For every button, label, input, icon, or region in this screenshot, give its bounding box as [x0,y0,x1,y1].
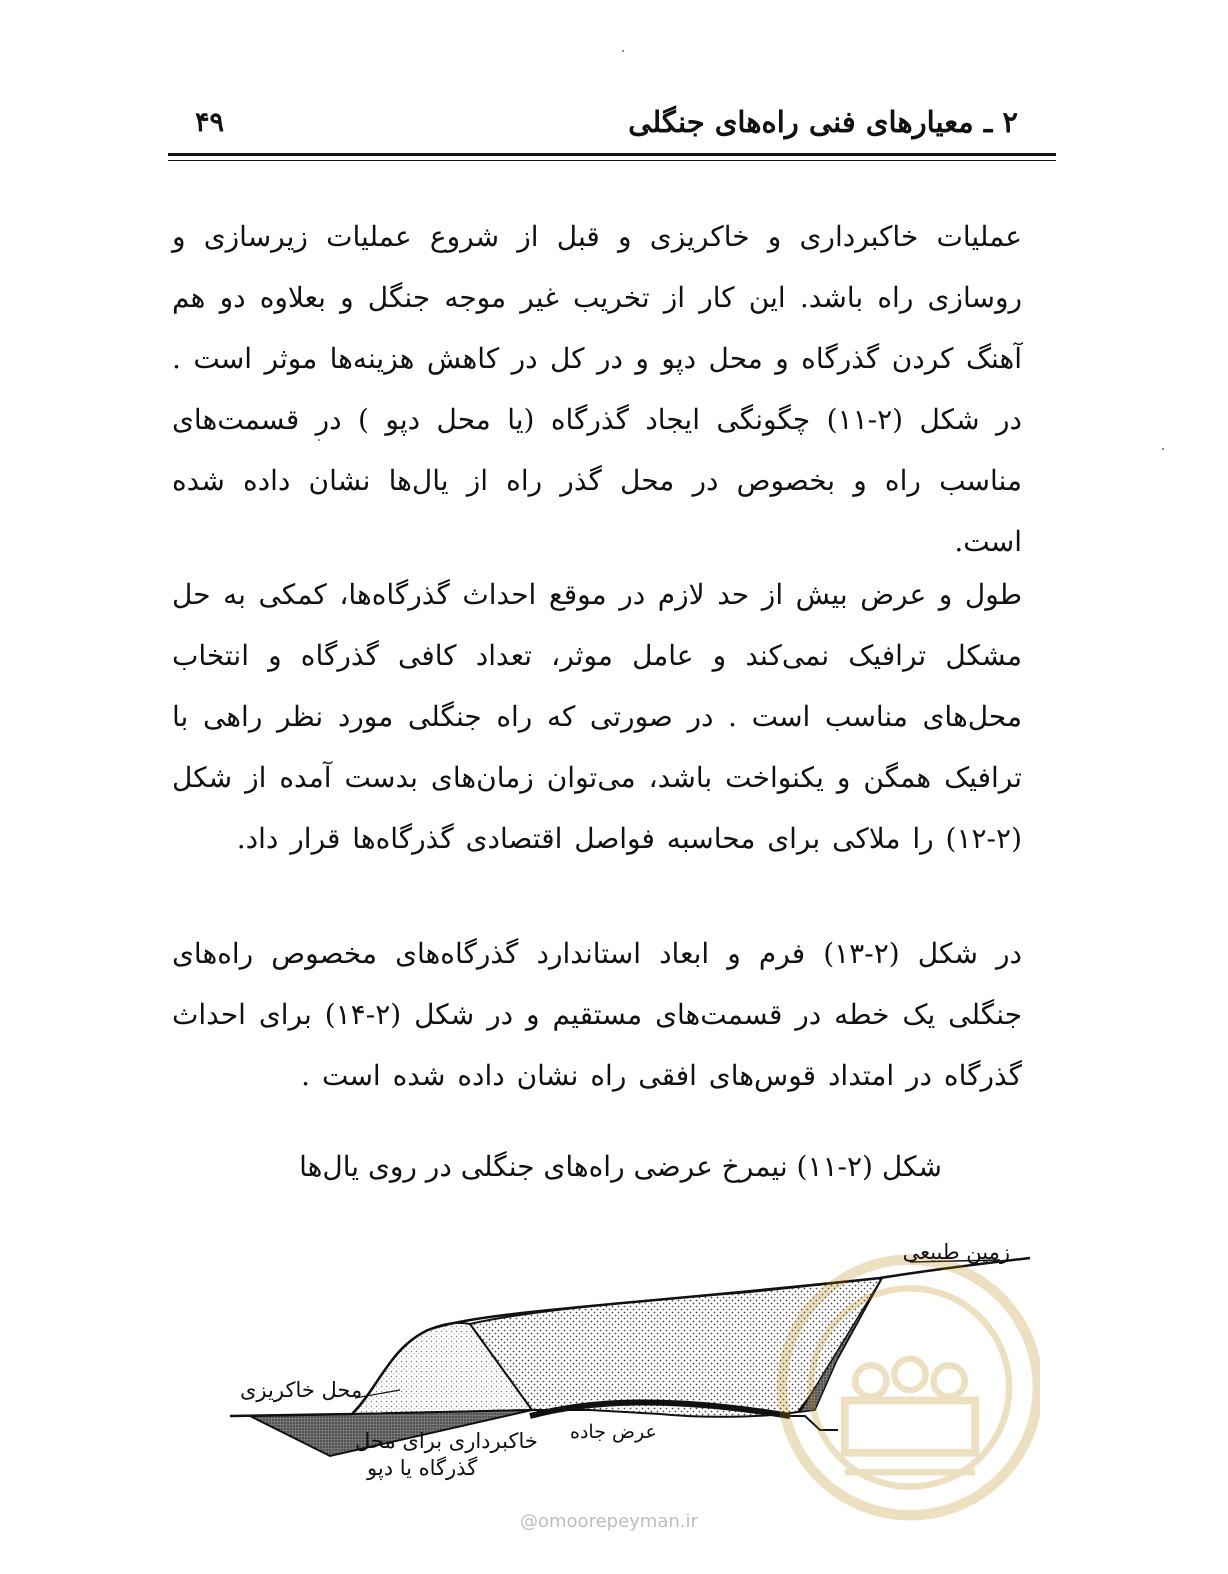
header-rule-thin [168,160,1056,161]
chapter-running-header: ۲ ـ معیارهای فنی راه‌های جنگلی [628,105,1018,139]
header-rule-thick [168,153,1056,156]
body-paragraph-1: عملیات خاکبرداری و خاکریزی و قبل از شروع عملیات زیرسازی و روسازی راه باشد. این کار از تخریب غیر موجه جنگل و بعلاوه دو هم آهنگ کردن گذرگاه و محل دپو و در کل در کاهش هزینه‌ها موثر است . در شکل (۲-۱۱) چگونگی ایجاد گذرگاه (یا محل دپو ) در قسمت‌های مناسب راه و بخصوص در محل گذر راه از یال‌ها نشان داده شده است. [172,220,1022,558]
label-fill-area: محل خاکریزی [240,1378,363,1402]
label-natural-ground: زمین طبیعی [902,1240,1010,1264]
label-cut-line1: خاکبرداری برای محل [355,1429,538,1453]
cross-section-figure [230,1230,1040,1530]
label-road-width: عرض جاده [570,1421,657,1443]
figure-caption: شکل (۲-۱۱) نیمرخ عرضی راه‌های جنگلی در روی یال‌ها [299,1150,942,1183]
scan-speck [318,439,320,441]
body-paragraph-2: طول و عرض بیش از حد لازم در موقع احداث گذرگاه‌ها، کمکی به حل مشکل ترافیک نمی‌کند و عامل موثر، تعداد کافی گذرگاه و انتخاب محل‌های مناسب است . در صورتی که راه جنگلی مورد نظر راهی با ترافیک همگن و یکنواخت باشد، می‌توان زمان‌های بدست آمده از شکل (۲-۱۲) را ملاکی برای محاسبه فواصل اقتصادی گذرگاه‌ها قرار داد. [172,578,1022,855]
page-number: ۴۹ [195,107,225,138]
body-paragraph-3: در شکل (۲-۱۳) فرم و ابعاد استاندارد گذرگاه‌های مخصوص راه‌های جنگلی یک خطه در قسمت‌های مستقیم و در شکل (۲-۱۴) برای احداث گذرگاه در امتداد قوس‌های افقی راه نشان داده شده است . [172,937,1023,1092]
site-credit-watermark: @omoorepeyman.ir [520,1511,698,1532]
scan-speck [1162,448,1164,450]
scan-speck [622,50,624,52]
road-ditch [790,1416,838,1430]
label-cut-line2: گذرگاه یا دپو [367,1456,478,1480]
